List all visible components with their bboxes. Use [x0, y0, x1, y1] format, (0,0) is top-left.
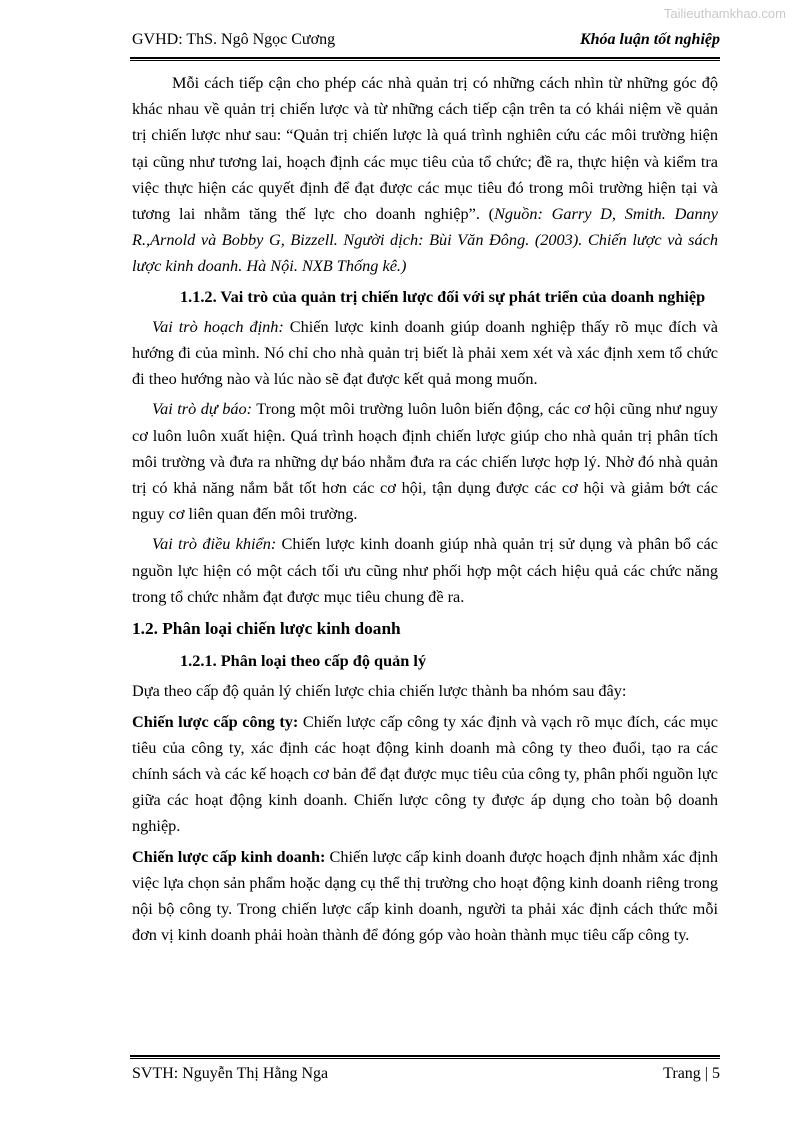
heading-1-2: 1.2. Phân loại chiến lược kinh doanh [132, 619, 401, 639]
paragraph-business-strategy: Chiến lược cấp kinh doanh: Chiến lược cấp kinh doanh được hoạch định nhằm xác định việc lựa chọn sản phẩm hoặc dạng cụ thể thị trường cho hoạt động kinh doanh riêng trong nội bộ công ty. Trong chiến lược cấp kinh doanh, người ta phải xác định cách thức mỗi đơn vị kinh doanh phải hoàn thành để đóng góp vào hoàn thành mục tiêu cấp công ty. [132, 846, 718, 945]
page-content [132, 70, 718, 953]
page-footer [132, 1064, 720, 1084]
header-rule [130, 57, 720, 59]
page-number: Trang | 5 [663, 1065, 720, 1082]
paragraph-role-control: Vai trò điều khiển: Chiến lược kinh doanh giúp nhà quản trị sử dụng và phân bổ các nguồn lực hiện có một cách tối ưu cũng như phối hợp một cách hiệu quả các chức năng trong tổ chức nhằm đạt được mục tiêu chung đề ra. [132, 534, 718, 606]
header-supervisor: GVHD: ThS. Ngô Ngọc Cương [132, 31, 336, 48]
footer-student: SVTH: Nguyễn Thị Hằng Nga [132, 1065, 329, 1082]
paragraph-role-forecast: Vai trò dự báo: Trong một môi trường luôn luôn biến động, các cơ hội cũng như nguy cơ luôn luôn xuất hiện. Quá trình hoạch định chiến lược giúp cho nhà quản trị phân tích môi trường và đưa ra những dự báo nhằm đưa ra các chiến lược hợp lý. Nhờ đó nhà quản trị có khả năng nắm bắt tốt hơn các cơ hội, tận dụng được các cơ hội và giảm bớt các nguy cơ liên quan đến môi trường. [132, 399, 718, 524]
paragraph-corporate-strategy: Chiến lược cấp công ty: Chiến lược cấp công ty xác định và vạch rõ mục đích, các mục tiêu của công ty, xác định các hoạt động kinh doanh mà công ty theo đuổi, tạo ra các chính sách và các kế hoạch cơ bản để đạt được mục tiêu của công ty, phân phối nguồn lực giữa các hoạt động kinh doanh. Chiến lược công ty được áp dụng cho toàn bộ doanh nghiệp. [132, 711, 718, 836]
header-thesis-title: Khóa luận tốt nghiệp [579, 31, 720, 48]
footer-rule-thin [130, 1058, 720, 1059]
paragraph-definition: Mỗi cách tiếp cận cho phép các nhà quản trị có những cách nhìn từ những góc độ khác nhau về quản trị chiến lược và từ những cách tiếp cận trên ta có khái niệm về quản trị chiến lược như sau: “Quản trị chiến lược là quá trình nghiên cứu các môi trường hiện tại cũng như tương lai, hoạch định các mục tiêu của tổ chức; đề ra, thực hiện và kiểm tra việc thực hiện các quyết định để đạt được các mục tiêu đó trong môi trường hiện tại và tương lai nhằm tăng thế lực cho doanh nghiệp”. (Nguồn: Garry D, Smith. Danny R.,Arnold và Bobby G, Bizzell. Người dịch: Bùi Văn Đông. (2003). Chiến lược và sách lược kinh doanh. Hà Nội. NXB Thống kê.) [132, 73, 719, 276]
source-citation: Nguồn: Garry D, Smith. Danny R.,Arnold và Bobby G, Bizzell. Người dịch: Bùi Văn Đông. (2003). Chiến lược và sách lược kinh doanh. Hà Nội. NXB Thống kê.) [132, 204, 719, 276]
footer-rule [130, 1055, 720, 1057]
heading-1-1-2: 1.1.2. Vai trò của quản trị chiến lược đối với sự phát triển của doanh nghiệp [180, 286, 706, 306]
watermark: Tailieuthamkhao.com [663, 6, 786, 21]
page-header [132, 30, 720, 50]
paragraph-role-planning: Vai trò hoạch định: Chiến lược kinh doanh giúp doanh nghiệp thấy rõ mục đích và hướng đi của mình. Nó chỉ cho nhà quản trị biết là phải xem xét và xác định xem tổ chức đi theo hướng nào và lúc nào sẽ đạt được kết quả mong muốn. [132, 316, 718, 389]
paragraph-intro: Dựa theo cấp độ quản lý chiến lược chia chiến lược thành ba nhóm sau đây: [132, 681, 627, 701]
heading-1-2-1: 1.2.1. Phân loại theo cấp độ quản lý [180, 651, 427, 671]
header-rule-thin [130, 60, 720, 61]
